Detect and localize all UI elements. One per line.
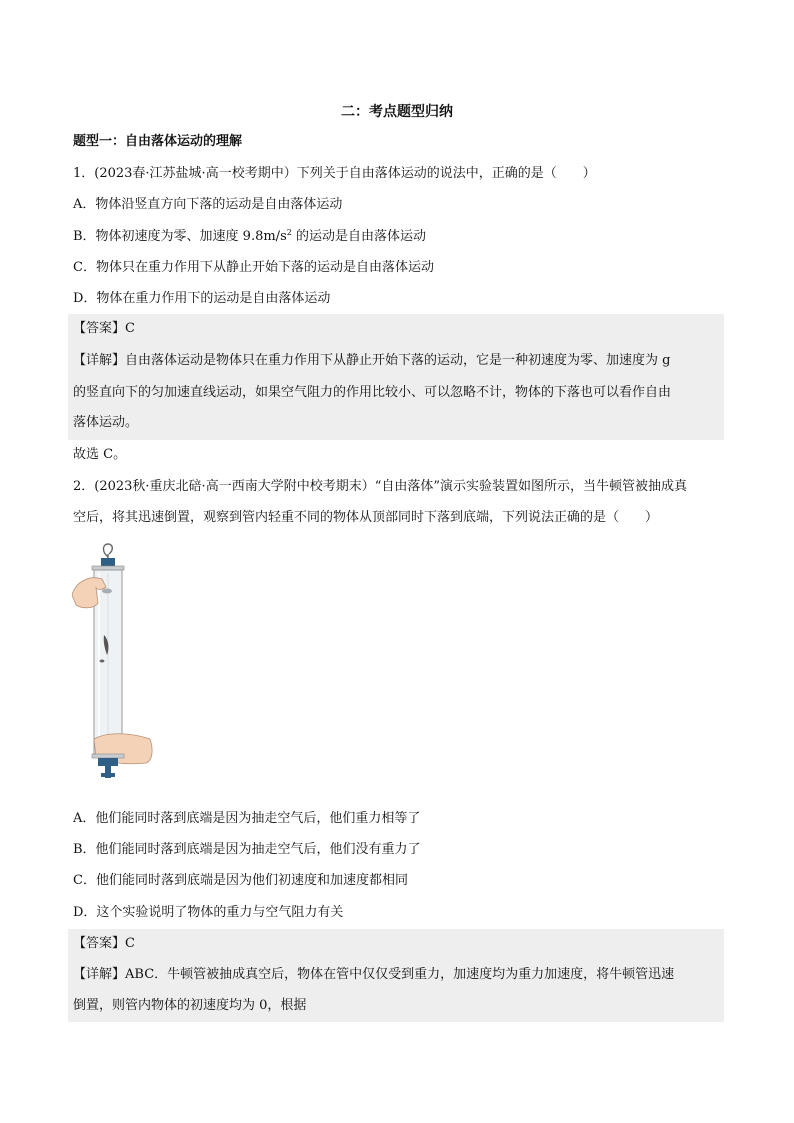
q2-answer-label: 【答案】 [73,936,126,951]
section-title: 二：考点题型归纳 [341,104,453,120]
q1-detail-line1 [73,352,670,370]
q1-answer [73,320,135,338]
type-title: 题型一：自由落体运动的理解 [73,134,243,149]
top-cap-icon [101,558,115,567]
q2-detail-line1 [73,966,674,984]
q1-option-b [73,228,426,246]
q2-option-b: B．他们能同时落到底端是因为抽走空气后，他们没有重力了 [73,842,421,857]
q1-detail-line2: 的竖直向下的匀加速直线运动，如果空气阻力的作用比较小、可以忽略不计，物体的下落也可以看作自由 [73,385,672,400]
q1-stem: 1．(2023春·江苏盐城·高一校考期中）下列关于自由落体运动的说法中，正确的是（ ） [73,166,596,181]
q1-option-d: D．物体在重力作用下的运动是自由落体运动 [73,291,331,306]
q2-detail-text1: ABC．牛顿管被抽成真空后，物体在管中仅仅受到重力，加速度均为重力加速度，将牛顿管迅速 [125,967,675,982]
q2-option-d: D．这个实验说明了物体的重力与空气阻力有关 [73,905,344,920]
q2-answer [73,935,135,953]
q1-option-b-text: B．物体初速度为零、加速度 9.8m/s [73,229,287,244]
coin-icon [102,589,112,594]
q1-answer-value: C [125,321,135,336]
q1-option-b-text-end: 的运动是自由落体运动 [291,229,426,244]
newton-tube-figure [72,543,156,793]
q1-option-a: A．物体沿竖直方向下落的运动是自由落体运动 [73,197,343,212]
q1-answer-label: 【答案】 [73,321,126,336]
q1-option-b-superscript: 2 [286,228,292,237]
q1-detail-line3: 落体运动。 [73,415,139,430]
q2-option-a: A．他们能同时落到底端是因为抽走空气后，他们重力相等了 [73,811,421,826]
q2-stem-line2: 空后，将其迅速倒置，观察到管内轻重不同的物体从顶部同时下落到底端，下列说法正确的是（ ） [73,510,659,525]
q2-stem-line1: 2．(2023秋·重庆北碚·高一西南大学附中校考期末）“自由落体”演示实验装置如图所示，当牛顿管被抽成真 [73,479,687,494]
q1-option-c: C．物体只在重力作用下从静止开始下落的运动是自由落体运动 [73,260,434,275]
q1-answer-block [68,314,724,440]
q2-answer-value: C [125,936,135,951]
q1-detail-text1: 自由落体运动是物体只在重力作用下从静止开始下落的运动，它是一种初速度为零、加速度为 g [125,353,671,368]
q2-option-c: C．他们能同时落到底端是因为他们初速度和加速度都相同 [73,873,408,888]
q1-detail-label: 【详解】 [73,353,126,368]
q1-conclusion: 故选 C。 [73,447,127,462]
q2-detail-line2: 倒置，则管内物体的初速度均为 0，根据 [73,998,307,1013]
q2-detail-label: 【详解】 [73,967,126,982]
bottom-cap-icon [98,758,118,766]
